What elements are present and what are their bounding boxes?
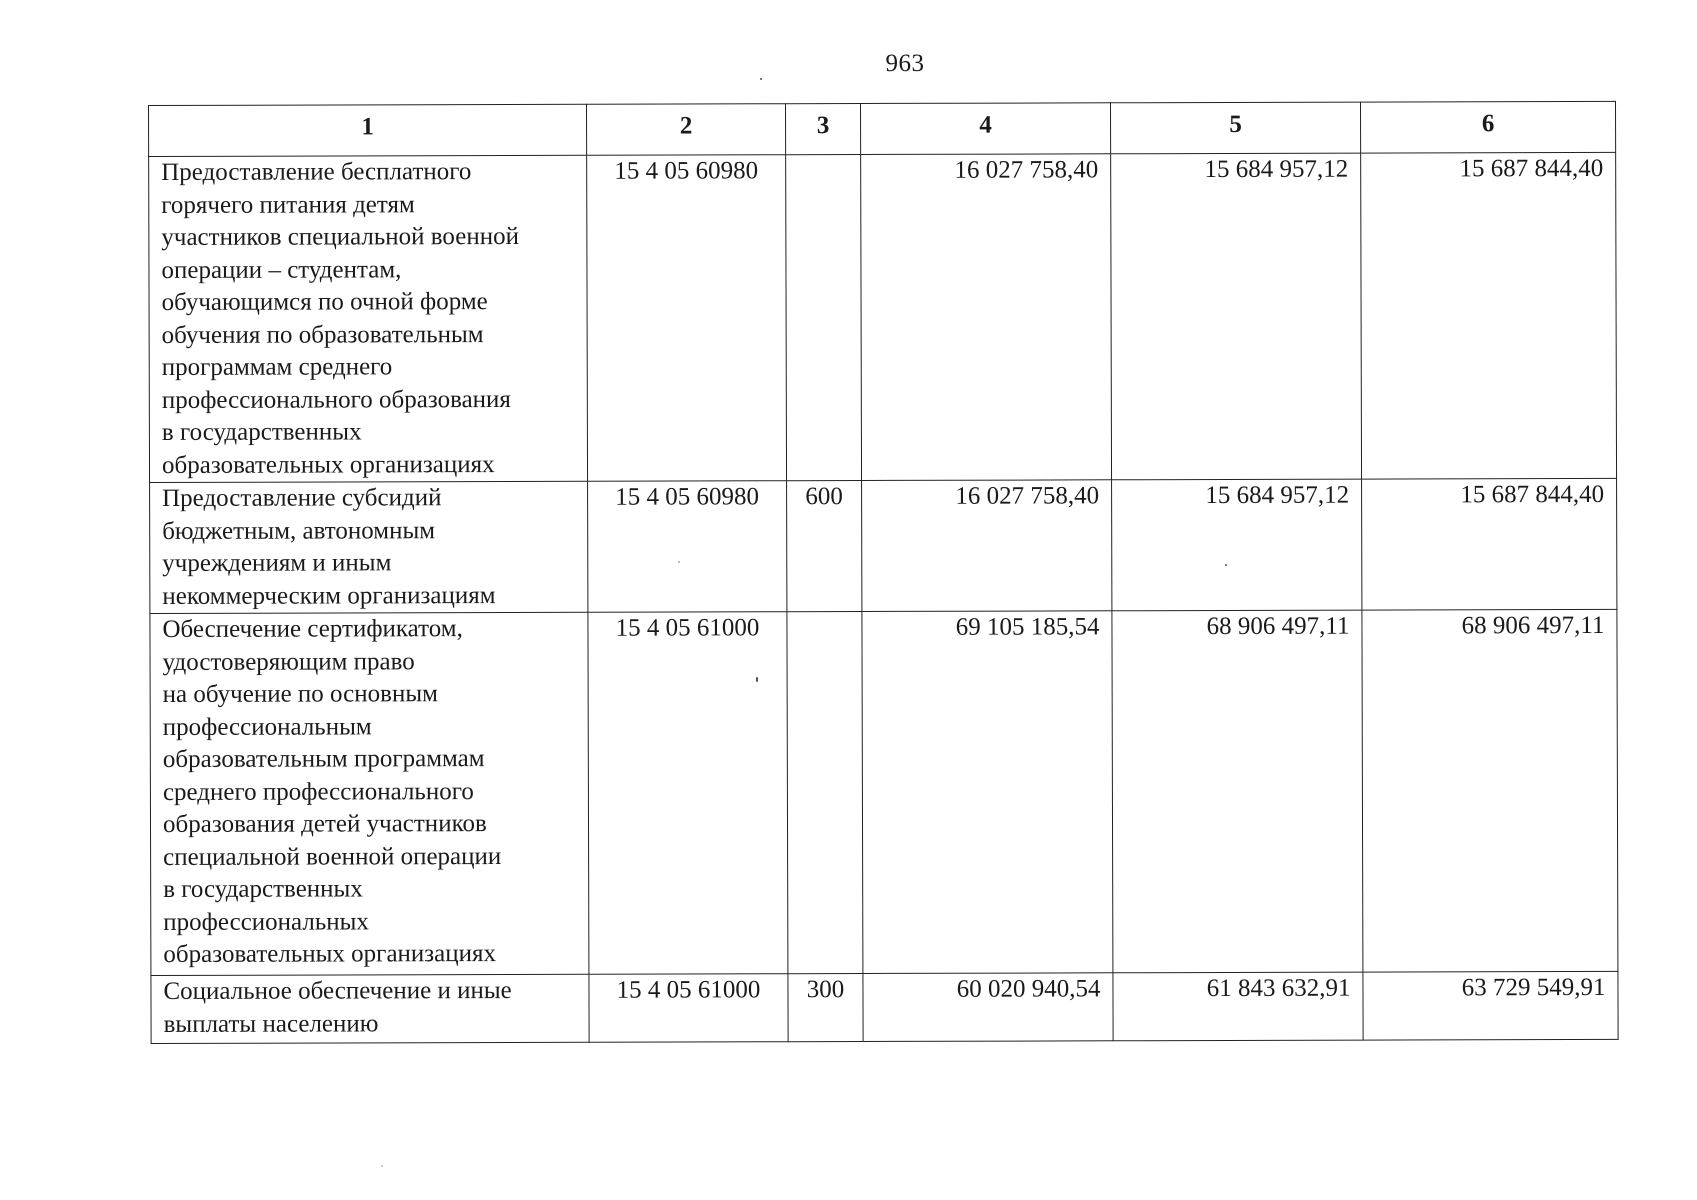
row-code-cell: 15 4 05 61000	[588, 612, 788, 975]
row-code-cell: 15 4 05 60980	[588, 481, 787, 613]
row-amount-6-cell: 15 687 844,40	[1362, 478, 1617, 610]
row-name-line: образования детей участников	[162, 810, 487, 838]
row-name-line: профессиональным	[162, 712, 372, 741]
row-amount-4-cell: 60 020 940,54	[863, 973, 1113, 1042]
row-amount-4-cell: 16 027 758,40	[862, 480, 1112, 612]
row-amount-5-cell: 61 843 632,91	[1113, 972, 1363, 1041]
row-name-line: программам среднего	[161, 353, 393, 381]
row-amount-5-cell: 68 906 497,11	[1112, 610, 1363, 973]
table-row	[149, 152, 1617, 482]
budget-table	[148, 101, 1619, 1044]
column-header-5: 5	[1110, 102, 1360, 154]
scan-speck	[381, 1165, 383, 1167]
scan-speck	[756, 677, 758, 682]
row-name-line: участников специальной военной	[161, 222, 519, 251]
row-name-cell	[150, 612, 589, 975]
row-code-cell: 15 4 05 61000	[589, 974, 788, 1043]
scan-speck	[1225, 564, 1227, 566]
row-name-line: в государственных	[163, 875, 363, 903]
row-name-cell	[151, 974, 589, 1043]
row-name-line: Обеспечение сертификатом,	[162, 615, 463, 643]
row-name-line: образовательных организациях	[161, 450, 495, 479]
row-type-cell	[787, 612, 863, 974]
row-name-line: учреждениям и иным	[162, 549, 392, 577]
row-amount-6-cell: 63 729 549,91	[1363, 971, 1618, 1040]
row-name-line: профессионального образования	[161, 385, 511, 414]
row-amount-4-cell: 69 105 185,54	[862, 611, 1113, 974]
row-type-cell: 600	[787, 481, 862, 612]
row-name-line: специальной военной операции	[163, 842, 502, 871]
row-amount-6-cell: 68 906 497,11	[1362, 609, 1618, 972]
row-name-line: профессиональных	[163, 907, 369, 936]
row-name-line: образовательных организациях	[163, 940, 497, 968]
row-name-line: некоммерческим организациям	[162, 581, 496, 610]
row-name-line: обучения по образовательным	[161, 320, 484, 349]
row-name-line: среднего профессионального	[162, 777, 474, 806]
row-name-line: горячего питания детям	[161, 190, 415, 219]
row-name-line: Социальное обеспечение и иные	[163, 976, 512, 1005]
scan-speck	[678, 561, 680, 563]
page-number: 963	[885, 50, 925, 77]
table-row	[150, 478, 1617, 613]
row-name-line: операции – студентам,	[161, 255, 402, 284]
row-name-line: образовательным программам	[162, 745, 485, 773]
row-name-line: бюджетным, автономным	[162, 516, 436, 545]
row-amount-4-cell: 16 027 758,40	[861, 154, 1112, 481]
scan-speck	[760, 78, 762, 80]
table-header-row	[149, 101, 1616, 156]
row-name-line: на обучение по основным	[162, 680, 438, 708]
row-name-line: Предоставление субсидий	[162, 484, 442, 512]
row-name-line: удостоверяющим право	[162, 647, 415, 676]
table-row	[151, 971, 1618, 1043]
row-name-line: Предоставление бесплатного	[161, 158, 472, 186]
row-amount-6-cell: 15 687 844,40	[1361, 152, 1617, 479]
table-row	[150, 609, 1618, 975]
column-header-6: 6	[1360, 101, 1615, 153]
row-code-cell: 15 4 05 60980	[587, 155, 787, 482]
row-name-line: выплаты населению	[163, 1009, 379, 1038]
row-amount-5-cell: 15 684 957,12	[1112, 479, 1362, 611]
row-amount-5-cell: 15 684 957,12	[1111, 153, 1362, 480]
row-type-cell	[786, 155, 862, 481]
column-header-2: 2	[586, 104, 785, 156]
column-header-1: 1	[149, 104, 587, 156]
column-header-3: 3	[785, 104, 860, 155]
row-name-cell	[149, 155, 588, 482]
row-name-line: в государственных	[161, 418, 362, 446]
column-header-4: 4	[860, 103, 1110, 155]
row-name-line: обучающимся по очной форме	[161, 288, 488, 316]
row-name-cell	[150, 481, 588, 613]
row-type-cell: 300	[788, 974, 863, 1042]
